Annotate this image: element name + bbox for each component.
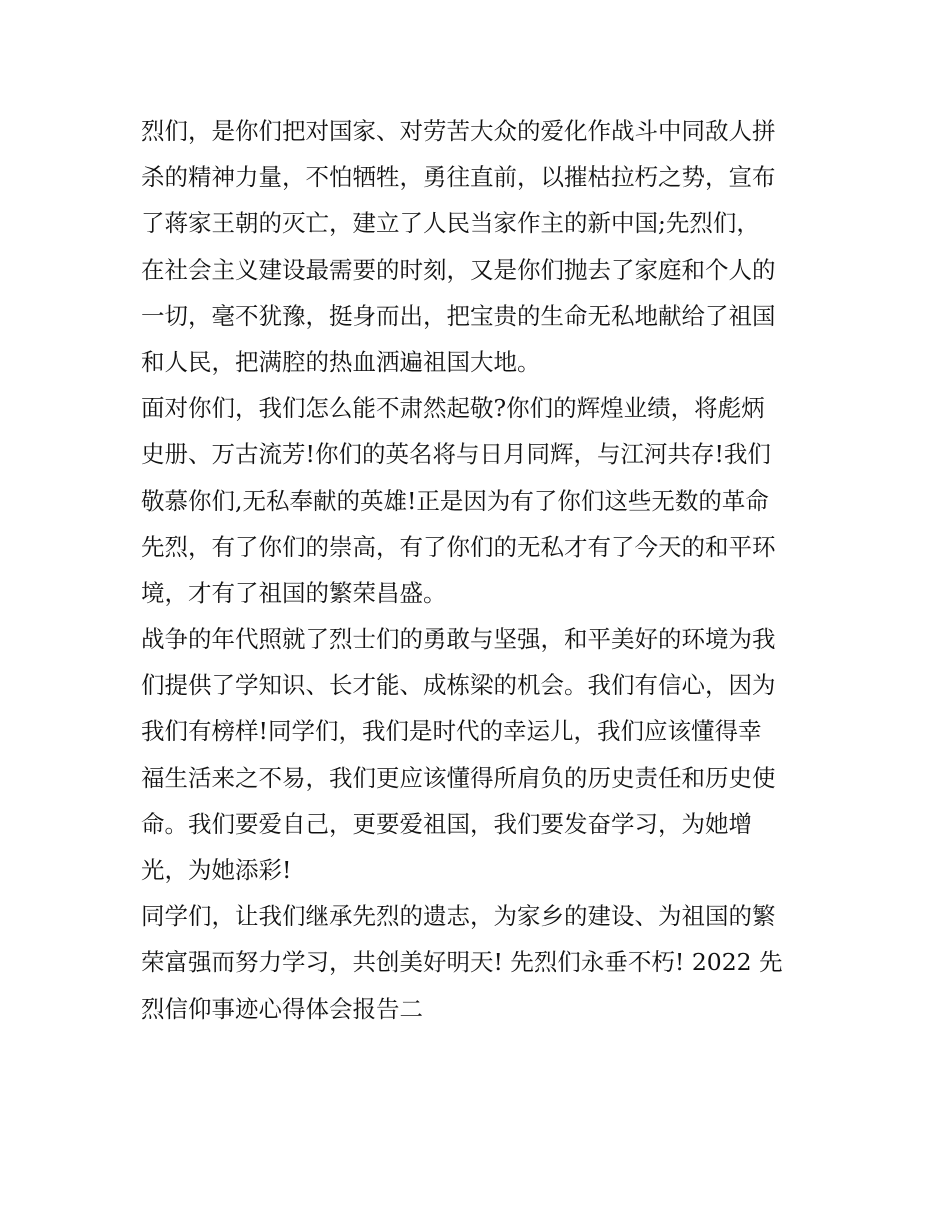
text-line: 命。我们要爱自己，更要爱祖国，我们要发奋学习，为她增 [141,809,752,838]
text-line: 先烈，有了你们的崇高，有了你们的无私才有了今天的和平环 [141,532,776,561]
text-line: 战争的年代照就了烈士们的勇敢与坚强，和平美好的环境为我 [141,625,776,654]
text-line: 杀的精神力量，不怕牺牲，勇往直前，以摧枯拉朽之势，宣布 [141,163,776,192]
text-line: 了蒋家王朝的灭亡，建立了人民当家作主的新中国;先烈们， [141,209,760,238]
body-text [141,108,821,1032]
text-line: 同学们，让我们继承先烈的遗志，为家乡的建设、为祖国的繁 [141,902,776,931]
text-line: 一切，毫不犹豫，挺身而出，把宝贵的生命无私地献给了祖国 [141,301,776,330]
text-line: 们提供了学知识、长才能、成栋梁的机会。我们有信心，因为 [141,671,776,700]
text-line: 荣富强而努力学习，共创美好明天! 先烈们永垂不朽! 2022 先 [141,948,783,977]
text-line: 烈们，是你们把对国家、对劳苦大众的爱化作战斗中同敌人拼 [141,117,776,145]
text-line: 烈信仰事迹心得体会报告二 [141,994,423,1023]
text-line: 境，才有了祖国的繁荣昌盛。 [141,578,447,607]
text-line: 面对你们，我们怎么能不肃然起敬?你们的辉煌业绩，将彪炳 [141,394,765,423]
text-line: 敬慕你们,无私奉献的英雄!正是因为有了你们这些无数的革命 [141,486,769,515]
text-line: 福生活来之不易，我们更应该懂得所肩负的历史责任和历史使 [141,763,776,792]
text-line: 光，为她添彩! [141,856,292,884]
text-line: 在社会主义建设最需要的时刻，又是你们抛去了家庭和个人的 [141,255,776,284]
text-line: 我们有榜样!同学们，我们是时代的幸运儿，我们应该懂得幸 [141,717,762,746]
text-line: 史册、万古流芳!你们的英名将与日月同辉，与江河共存!我们 [141,440,771,469]
text-line: 和人民，把满腔的热血洒遍祖国大地。 [141,347,541,376]
